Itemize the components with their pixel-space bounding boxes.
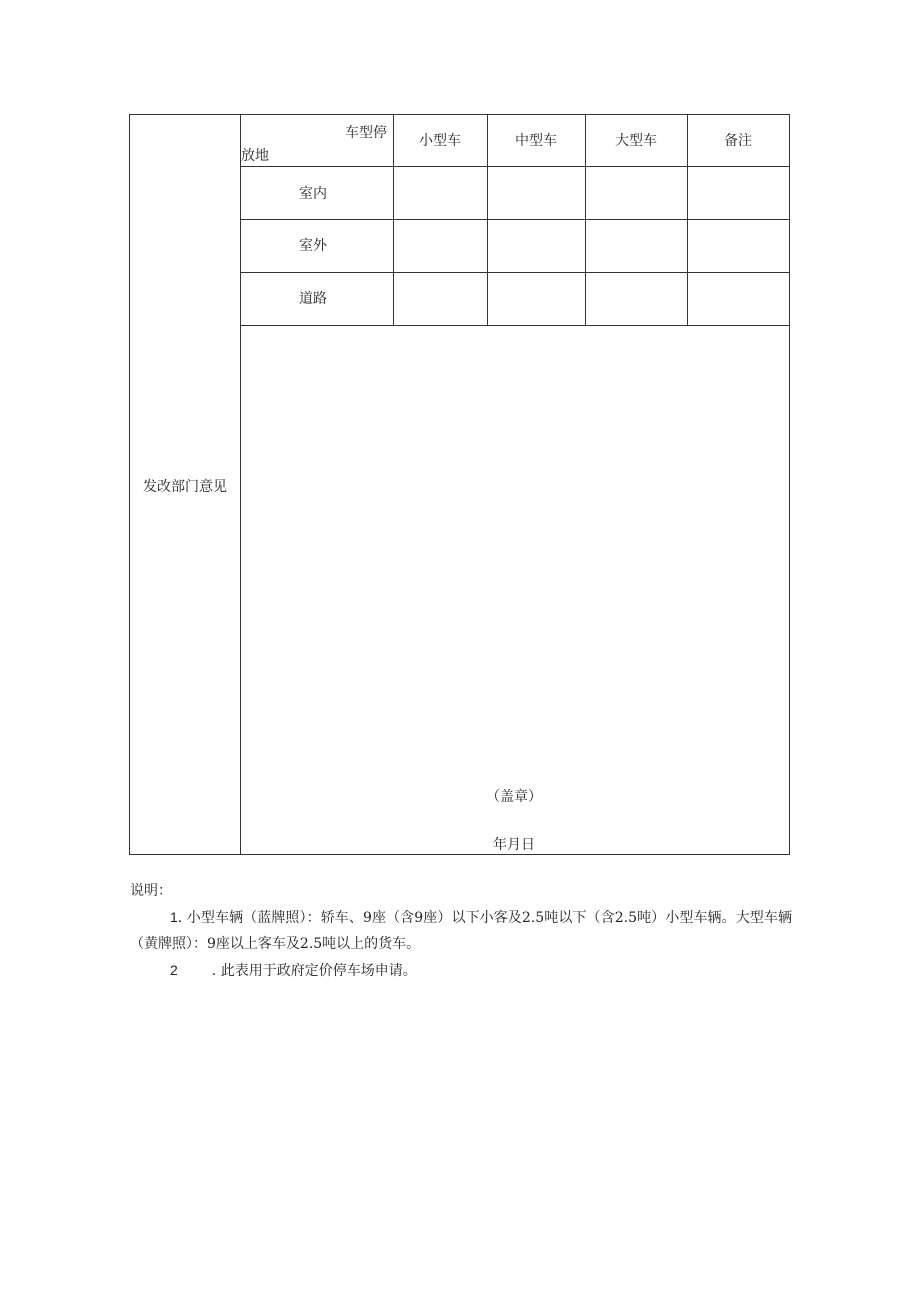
column-header-small-car: 小型车: [419, 133, 461, 149]
stamp-label: （盖章）: [486, 789, 542, 805]
note-item-1-text: . 小型车辆（蓝牌照）：轿车、9座（含9座）以下小客及2.5吨以下（含2.5吨）小型车辆。大型车辆（黄牌照）：9座以上客车及2.5吨以上的货车。: [130, 910, 792, 952]
note-item-2-number: 2: [170, 962, 178, 978]
section-label-reform-dept-opinion: 发改部门意见: [143, 479, 227, 495]
note-item-1: [130, 904, 792, 957]
header-corner-line2: 放地: [241, 148, 269, 164]
column-header-remarks: 备注: [724, 133, 752, 149]
notes-section: [130, 878, 792, 984]
column-header-large-car: 大型车: [615, 133, 657, 149]
date-label: 年月日: [493, 837, 535, 853]
row-label-road: 道路: [299, 291, 327, 307]
table-border-bottom: [129, 854, 790, 855]
note-item-1-number: 1: [170, 909, 178, 925]
column-divider: [393, 114, 394, 326]
header-corner-line1: 车型停: [345, 125, 387, 141]
row-divider: [240, 272, 790, 273]
column-divider: [487, 114, 488, 326]
note-item-2-text: . 此表用于政府定价停车场申请。: [211, 963, 417, 979]
table-border-top: [129, 114, 790, 115]
column-divider: [585, 114, 586, 326]
column-divider: [687, 114, 688, 326]
row-divider: [240, 325, 790, 326]
notes-title: 说明：: [130, 883, 172, 899]
table-border-right: [789, 114, 790, 855]
label-column-divider: [240, 114, 241, 855]
row-label-outdoor: 室外: [299, 238, 327, 254]
row-divider: [240, 219, 790, 220]
table-border-left: [129, 114, 130, 855]
note-item-2: [130, 957, 792, 984]
row-divider: [240, 166, 790, 167]
row-label-indoor: 室内: [299, 186, 327, 202]
column-header-medium-car: 中型车: [515, 133, 557, 149]
